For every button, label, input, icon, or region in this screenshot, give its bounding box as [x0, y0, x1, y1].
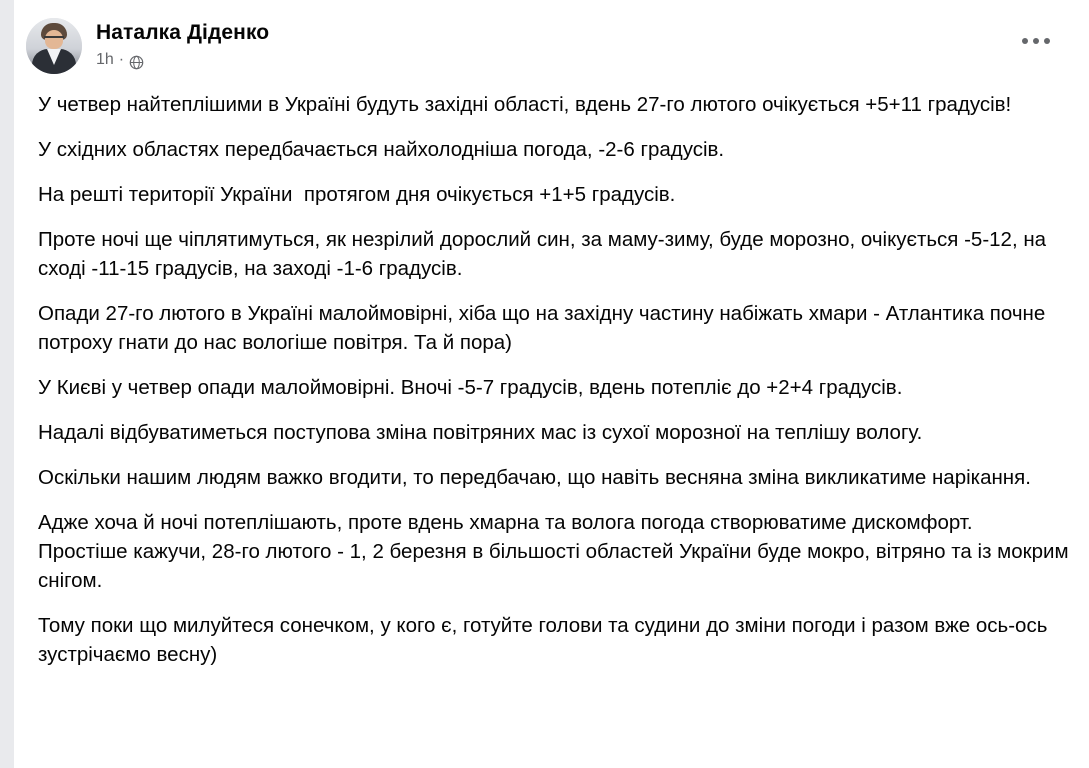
- avatar-glasses: [44, 36, 64, 43]
- meta-separator: ·: [118, 51, 125, 68]
- author-block: [96, 18, 269, 70]
- post-header: [26, 16, 1065, 80]
- dot: [1033, 38, 1039, 44]
- post-meta: [96, 50, 269, 70]
- post-paragraph: Тому поки що милуйтеся сонечком, у кого є, готуйте голови та судини до зміни погоди і разом вже ось-ось зустрічаємо весну): [38, 614, 1054, 666]
- more-options-icon[interactable]: [1013, 26, 1059, 56]
- post-paragraph: Опади 27-го лютого в Україні малоймовірні, хіба що на західну частину набіжать хмари - Атлантика почне потроху гнати до нас вологіше повітря. Та й пора): [38, 302, 1051, 354]
- post-paragraph: Проте ночі ще чіплятимуться, як незрілий дорослий син, за маму-зиму, буде морозно, очікується -5-12, на сході -11-15 градусів, на заході -1-6 градусів.: [38, 228, 1052, 280]
- post-text-body: [26, 80, 1078, 669]
- post-timestamp[interactable]: 1h: [96, 51, 114, 68]
- author-name[interactable]: Наталка Діденко: [96, 21, 270, 44]
- post-paragraph: Надалі відбуватиметься поступова зміна повітряних мас із сухої морозної на теплішу вологу.: [38, 421, 923, 444]
- globe-icon[interactable]: [129, 55, 144, 70]
- post-paragraph: Адже хоча й ночі потеплішають, проте вдень хмарна та волога погода створюватиме дискомфорт.: [38, 511, 973, 534]
- post-paragraph: Оскільки нашим людям важко вгодити, то передбачаю, що навіть весняна зміна викликатиме нарікання.: [38, 466, 1031, 489]
- post-paragraph: У східних областях передбачається найхолодніша погода, -2-6 градусів.: [38, 138, 725, 161]
- post-card: [14, 0, 1089, 768]
- post-paragraph: У Києві у четвер опади малоймовірні. Вночі -5-7 градусів, вдень потепліє до +2+4 градусів.: [38, 376, 903, 399]
- post-paragraph: Простіше кажучи, 28-го лютого - 1, 2 березня в більшості областей України буде мокро, вітряно та із мокрим снігом.: [38, 540, 1075, 592]
- dot: [1044, 38, 1050, 44]
- page-left-rail: [0, 0, 14, 768]
- post-paragraph: У четвер найтеплішими в Україні будуть західні області, вдень 27-го лютого очікується +5+11 градусів!: [38, 93, 1012, 116]
- avatar[interactable]: [26, 18, 82, 74]
- dot: [1022, 38, 1028, 44]
- post-paragraph: На решті території України протягом дня очікується +1+5 градусів.: [38, 183, 676, 206]
